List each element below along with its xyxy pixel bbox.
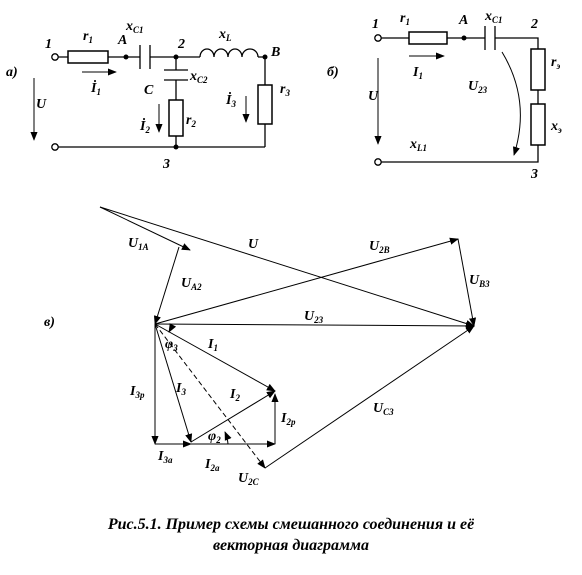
label-r1: $r_1$ bbox=[83, 29, 93, 45]
circuit-b bbox=[327, 9, 562, 182]
label-i3: $İ_3$ bbox=[226, 93, 236, 109]
resistor-r3 bbox=[258, 85, 272, 124]
label-b-re: $r_э$ bbox=[551, 55, 561, 71]
circuit-b-wire bbox=[381, 38, 538, 162]
label-u23: $U_{23}$ bbox=[304, 309, 324, 325]
angle-arc-phi2 bbox=[225, 432, 228, 444]
caption bbox=[107, 516, 474, 554]
node-a-dot bbox=[124, 55, 129, 60]
capacitor-c1 bbox=[140, 45, 150, 69]
panel-label-b: б) bbox=[327, 65, 339, 80]
label-i2: $İ_2$ bbox=[140, 119, 150, 135]
caption-line-1: Рис.5.1. Пример схемы смешанного соединения и её bbox=[107, 516, 475, 533]
label-b-u: U bbox=[368, 89, 379, 104]
label-xc2: $x_{C2}$ bbox=[190, 69, 208, 85]
label-ua2: $U_{A2}$ bbox=[181, 276, 202, 292]
label-xc1: $x_{C1}$ bbox=[126, 19, 144, 35]
label-b-xe: $x_э$ bbox=[551, 119, 562, 135]
resistor-r1 bbox=[68, 51, 108, 63]
label-node-a: A bbox=[118, 33, 128, 48]
node-b-a-dot bbox=[462, 36, 467, 41]
circuit-a bbox=[6, 19, 290, 172]
terminal-b-1 bbox=[375, 35, 381, 41]
label-u1a: $U_{1A}$ bbox=[128, 236, 149, 252]
terminal-1 bbox=[52, 54, 58, 60]
vector-i1 bbox=[155, 324, 275, 391]
terminal-3 bbox=[52, 144, 58, 150]
label-u2c: $U_{2C}$ bbox=[238, 471, 259, 487]
reactance-b-xe bbox=[531, 104, 545, 145]
vector-u bbox=[100, 207, 474, 326]
label-i2a: $I_{2a}$ bbox=[205, 457, 220, 473]
label-b-xl1: $x_{L1}$ bbox=[410, 137, 427, 153]
label-i3a: $I_{3a}$ bbox=[158, 449, 173, 465]
caption-line-2: векторная диаграмма bbox=[213, 537, 369, 554]
label-i1: $İ_1$ bbox=[91, 81, 101, 97]
node-b-dot bbox=[263, 55, 268, 60]
label-b-r1: $r_1$ bbox=[400, 11, 410, 27]
resistor-r2 bbox=[169, 100, 183, 136]
panel-label-v: в) bbox=[44, 315, 55, 330]
label-u2b: $U_{2B}$ bbox=[369, 239, 390, 255]
label-i2: $I_2$ bbox=[230, 387, 240, 403]
label-xl: $x_L$ bbox=[219, 27, 232, 43]
terminal-b-3 bbox=[375, 159, 381, 165]
label-b-xc1: $x_{C1}$ bbox=[485, 9, 503, 25]
label-u: U bbox=[248, 237, 259, 252]
label-b-node-a: A bbox=[459, 13, 469, 28]
angle-arc-phi3 bbox=[169, 325, 171, 332]
panel-label-a: а) bbox=[6, 65, 18, 80]
vector-ua2 bbox=[155, 247, 179, 324]
vector-uc3 bbox=[265, 326, 474, 468]
phasor-diagram bbox=[44, 207, 490, 487]
label-b-u23: $U_{23}$ bbox=[468, 79, 488, 95]
label-phi3: $\varphi_3$ bbox=[165, 337, 178, 353]
label-node-1: 1 bbox=[45, 37, 52, 52]
u23-arrow-b bbox=[502, 52, 520, 155]
label-uc3: $U_{C3}$ bbox=[373, 401, 394, 417]
label-i3: $I_3$ bbox=[176, 381, 186, 397]
resistor-b-r1 bbox=[409, 32, 447, 44]
label-b-node-1: 1 bbox=[372, 17, 379, 32]
label-node-c: C bbox=[144, 83, 154, 98]
label-b-node-2: 2 bbox=[531, 17, 538, 32]
label-phi2: $\varphi_2$ bbox=[208, 429, 221, 445]
label-ub3: $U_{B3}$ bbox=[469, 273, 490, 289]
label-node-3: 3 bbox=[163, 157, 170, 172]
label-r2: $r_2$ bbox=[186, 113, 196, 129]
resistor-b-re bbox=[531, 49, 545, 90]
capacitor-c2 bbox=[164, 70, 188, 80]
label-i3p: $I_{3p}$ bbox=[130, 384, 145, 400]
label-b-i1: $I_1$ bbox=[413, 65, 423, 81]
label-node-b: B bbox=[271, 45, 281, 60]
label-i1: $I_1$ bbox=[208, 337, 218, 353]
node-3-dot bbox=[174, 145, 179, 150]
label-i2p: $I_{2p}$ bbox=[281, 411, 296, 427]
capacitor-b-c1 bbox=[485, 26, 495, 50]
label-node-2: 2 bbox=[178, 37, 185, 52]
label-r3: $r_3$ bbox=[280, 82, 290, 98]
label-u-a: U bbox=[36, 97, 47, 112]
label-b-node-3: 3 bbox=[531, 167, 538, 182]
inductor-l bbox=[200, 49, 258, 57]
